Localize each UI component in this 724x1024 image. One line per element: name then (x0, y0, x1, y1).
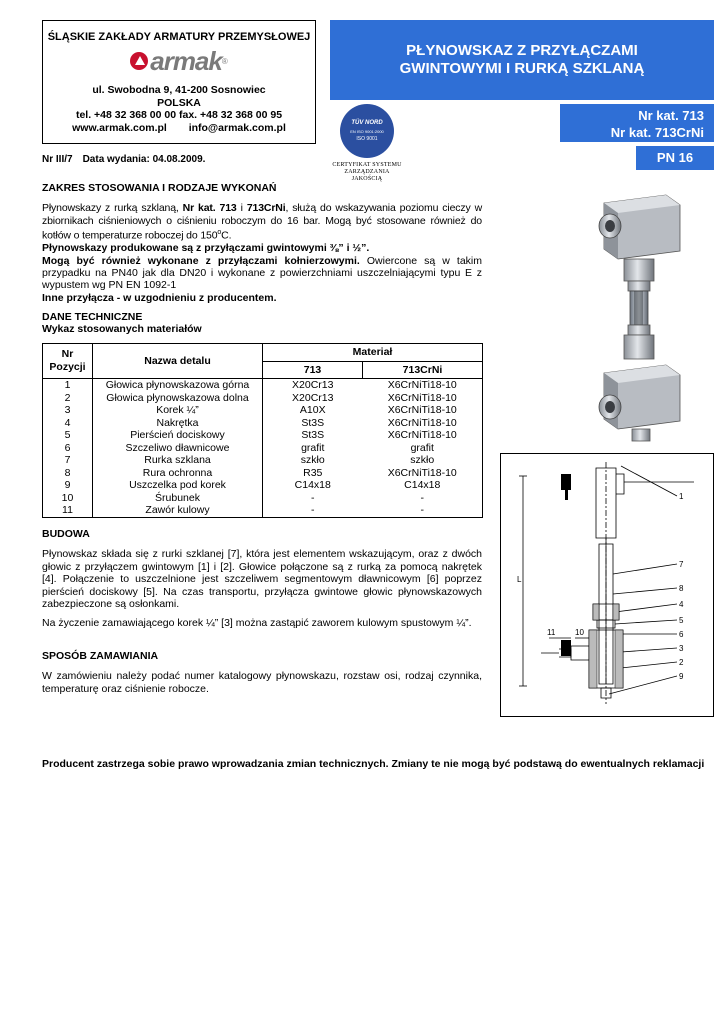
header-713: 713 (263, 361, 363, 379)
cell-713: St3S (301, 416, 325, 429)
budowa-paragraph-2: Na życzenie zamawiającego korek ¼” [3] można zastąpić zaworem kulowym spustowym ¼”. (42, 617, 472, 630)
cell-713crni: - (363, 492, 483, 505)
cell-713crni: X6CrNiTi18-10 (363, 417, 483, 430)
cell-name: Śrubunek (93, 492, 263, 505)
issue-info (42, 154, 205, 165)
drawing-label-7: 7 (679, 560, 684, 569)
document-title: PŁYNOWSKAZ Z PRZYŁĄCZAMI GWINTOWYMI I RURKĄ SZKLANĄ (399, 42, 645, 77)
header-material: Materiał (263, 344, 483, 362)
scope-paragraph: Płynowskazy z rurką szklaną, Nr kat. 713 i 713CrNi, służą do wskazywania poziomu cieczy w zbiornikach ciśnieniowych o ciśnieniu roboczym do 16 bar. Mogą być stosowane również do kotłów o temperaturze roboczej do 150$^o$C. (42, 202, 483, 242)
badge-title: TÜV NORD (351, 120, 383, 126)
cell-nr: 9 (43, 479, 93, 492)
certificate-caption: CERTYFIKAT SYSTEMU ZARZĄDZANIA JAKOŚCIĄ (332, 162, 402, 182)
scope-flanges: Mogą być również wykonane z przyłączami kołnierzowymi. Owiercone są w takim przypadku na PN40 jak dla DN20 i wykonane z powierzchniami uszczelniającymi typu E z wypustem wg PN EN 1092-1 (42, 254, 482, 292)
company-contact (43, 122, 315, 135)
table-row (43, 454, 483, 467)
lower-head (599, 365, 680, 441)
table-row (43, 392, 483, 405)
drawing-label-l: L (517, 575, 522, 584)
table-row (43, 404, 483, 417)
cell-713: R35 (303, 466, 323, 479)
table-row (43, 429, 483, 442)
drawing-label-4: 4 (679, 600, 684, 609)
cell-713: St3S (301, 429, 325, 441)
budowa-section (42, 528, 482, 630)
table-row (43, 504, 483, 517)
tech-section (42, 311, 482, 336)
order-paragraph: W zamówieniu należy podać numer katalogowy płynowskazu, rozstaw osi, rodzaj czynnika, temperaturę oraz ciśnienie robocze. (42, 670, 482, 695)
cell-name: Pierścień dociskowy (93, 429, 263, 442)
cell-name: Rura ochronna (93, 467, 263, 480)
cell-713: C14x18 (294, 479, 331, 491)
tech-heading: DANE TECHNICZNE (42, 311, 143, 323)
company-name: ŚLĄSKIE ZAKŁADY ARMATURY PRZEMYSŁOWEJ (47, 31, 311, 43)
title-banner (330, 20, 714, 100)
table-row (43, 379, 483, 392)
cell-713: - (263, 504, 363, 517)
lower-nut (624, 325, 654, 359)
company-box (42, 20, 316, 144)
armak-logo-icon (130, 52, 148, 70)
cell-nr: 1 (43, 379, 93, 392)
address-country: POLSKA (157, 96, 201, 109)
cell-name: Rurka szklana (93, 454, 263, 467)
cell-nr: 11 (43, 504, 93, 517)
scope-section (42, 182, 482, 304)
cell-name: Uszczelka pod korek (93, 479, 263, 492)
cell-nr: 8 (43, 467, 93, 480)
cell-name: Szczeliwo dławnicowe (93, 442, 263, 455)
company-phone: tel. +48 32 368 00 00 fax. +48 32 368 00 95 (75, 109, 283, 121)
certificate-badge (330, 104, 404, 182)
catalog-713: Nr kat. 713 (638, 108, 704, 123)
issue-number: Nr III/7 (42, 154, 73, 165)
drawing-label-1: 1 (679, 492, 684, 501)
cell-713crni: X6CrNiTi18-10 (363, 392, 483, 405)
cell-nr: 2 (43, 392, 93, 405)
table-row (43, 492, 483, 505)
cell-713crni: X6CrNiTi18-10 (363, 467, 483, 480)
badge-bottom: ISO 9001 (356, 136, 378, 142)
materials-table-body (43, 379, 483, 518)
budowa-heading: BUDOWA (42, 528, 90, 540)
logo-text: armak (150, 45, 222, 76)
drawing-label-9: 9 (679, 672, 684, 681)
cell-713crni: C14x18 (363, 479, 483, 492)
armak-logo: armak ® (43, 47, 315, 75)
badge-mid: EN ISO 9001:2000 (350, 129, 384, 134)
catalog-713crni: Nr kat. 713CrNi (610, 125, 704, 140)
scope-threads: Płynowskazy produkowane są z przyłączami gwintowymi ⅜” i ½”. (42, 242, 370, 255)
cell-713crni: X6CrNiTi18-10 (363, 379, 483, 392)
drawing-label-6: 6 (679, 630, 684, 639)
scope-heading: ZAKRES STOSOWANIA I RODZAJE WYKONAŃ (42, 182, 277, 194)
company-web[interactable]: www.armak.com.pl (72, 121, 167, 134)
cell-713: X20Cr13 (292, 379, 334, 391)
drawing-label-2: 2 (679, 658, 684, 667)
company-address (43, 84, 315, 134)
tuv-seal-icon (340, 104, 394, 158)
issue-date: Data wydania: 04.08.2009. (82, 154, 206, 165)
pn-badge: PN 16 (636, 146, 714, 170)
cell-nr: 4 (43, 417, 93, 430)
header-nr: Nr Pozycji (43, 344, 93, 379)
cell-nr: 7 (43, 454, 93, 467)
drawing-label-3: 3 (679, 644, 684, 653)
cell-713: - (311, 491, 315, 504)
tech-subheading: Wykaz stosowanych materiałów (42, 323, 202, 336)
header-713crni: 713CrNi (363, 361, 483, 379)
glass-tube (630, 291, 648, 325)
cell-713: X20Cr13 (292, 391, 334, 404)
cell-713crni: X6CrNiTi18-10 (363, 404, 483, 417)
cell-713: grafit (301, 441, 325, 454)
address-street: ul. Swobodna 9, 41-200 Sosnowiec (92, 84, 266, 96)
cell-713: A10X (299, 404, 326, 416)
drawing-label-8: 8 (679, 584, 684, 593)
table-row (43, 467, 483, 480)
drawing-label-5: 5 (679, 616, 684, 625)
order-section (42, 650, 482, 695)
order-heading: SPOSÓB ZAMAWIANIA (42, 650, 159, 662)
budowa-paragraph-1: Płynowskaz składa się z rurki szklanej [7], która jest elementem wskazującym, oraz z dwóch głowic z przyłączem gwintowym [1] i [2]. Głowice połączone są z rurką za pomocą nakrętek [4]. Połączenie to uszczelnione jest szczeliwem segmentowym dławnicowym [6] poprzez pierścień dociskowy [5]. Na czas transportu, przyłącza gwintowe głowic płynowskazowych zabezpieczone są osłonkami. (42, 548, 482, 611)
header-name: Nazwa detalu (93, 344, 263, 379)
cell-713: szkło (300, 454, 325, 466)
cell-name: Głowica płynowskazowa dolna (93, 392, 263, 405)
footer-disclaimer: Producent zastrzega sobie prawo wprowadzania zmian technicznych. Zmiany te nie mogą być podstawą do ewentualnych reklamacji (42, 758, 705, 770)
table-row (43, 442, 483, 455)
cell-nr: 10 (43, 492, 93, 505)
level-gauge-photo (568, 183, 714, 445)
drawing-label-11: 11 (547, 628, 556, 637)
table-row (43, 479, 483, 492)
cross-section-drawing (501, 454, 712, 715)
cell-nr: 6 (43, 442, 93, 455)
materials-table (42, 343, 483, 518)
cell-name: Głowica płynowskazowa górna (93, 379, 263, 392)
company-email[interactable]: info@armak.com.pl (188, 121, 286, 134)
drawing-label-10: 10 (575, 628, 584, 637)
technical-drawing (500, 453, 714, 717)
catalog-numbers (560, 104, 714, 142)
table-row (43, 417, 483, 430)
cell-713crni: grafit (363, 442, 483, 455)
cell-nr: 5 (43, 429, 93, 442)
upper-head (599, 195, 680, 259)
cell-713crni: X6CrNiTi18-10 (363, 429, 483, 442)
cell-name: Zawór kulowy (93, 504, 263, 517)
cell-name: Nakrętka (93, 417, 263, 430)
cell-nr: 3 (43, 404, 93, 417)
cell-713crni: szkło (363, 454, 483, 467)
upper-nut (624, 259, 654, 291)
scope-other: Inne przyłącza - w uzgodnieniu z producentem. (42, 291, 277, 304)
cell-name: Korek ¼” (93, 404, 263, 417)
cell-713crni: - (363, 504, 483, 517)
